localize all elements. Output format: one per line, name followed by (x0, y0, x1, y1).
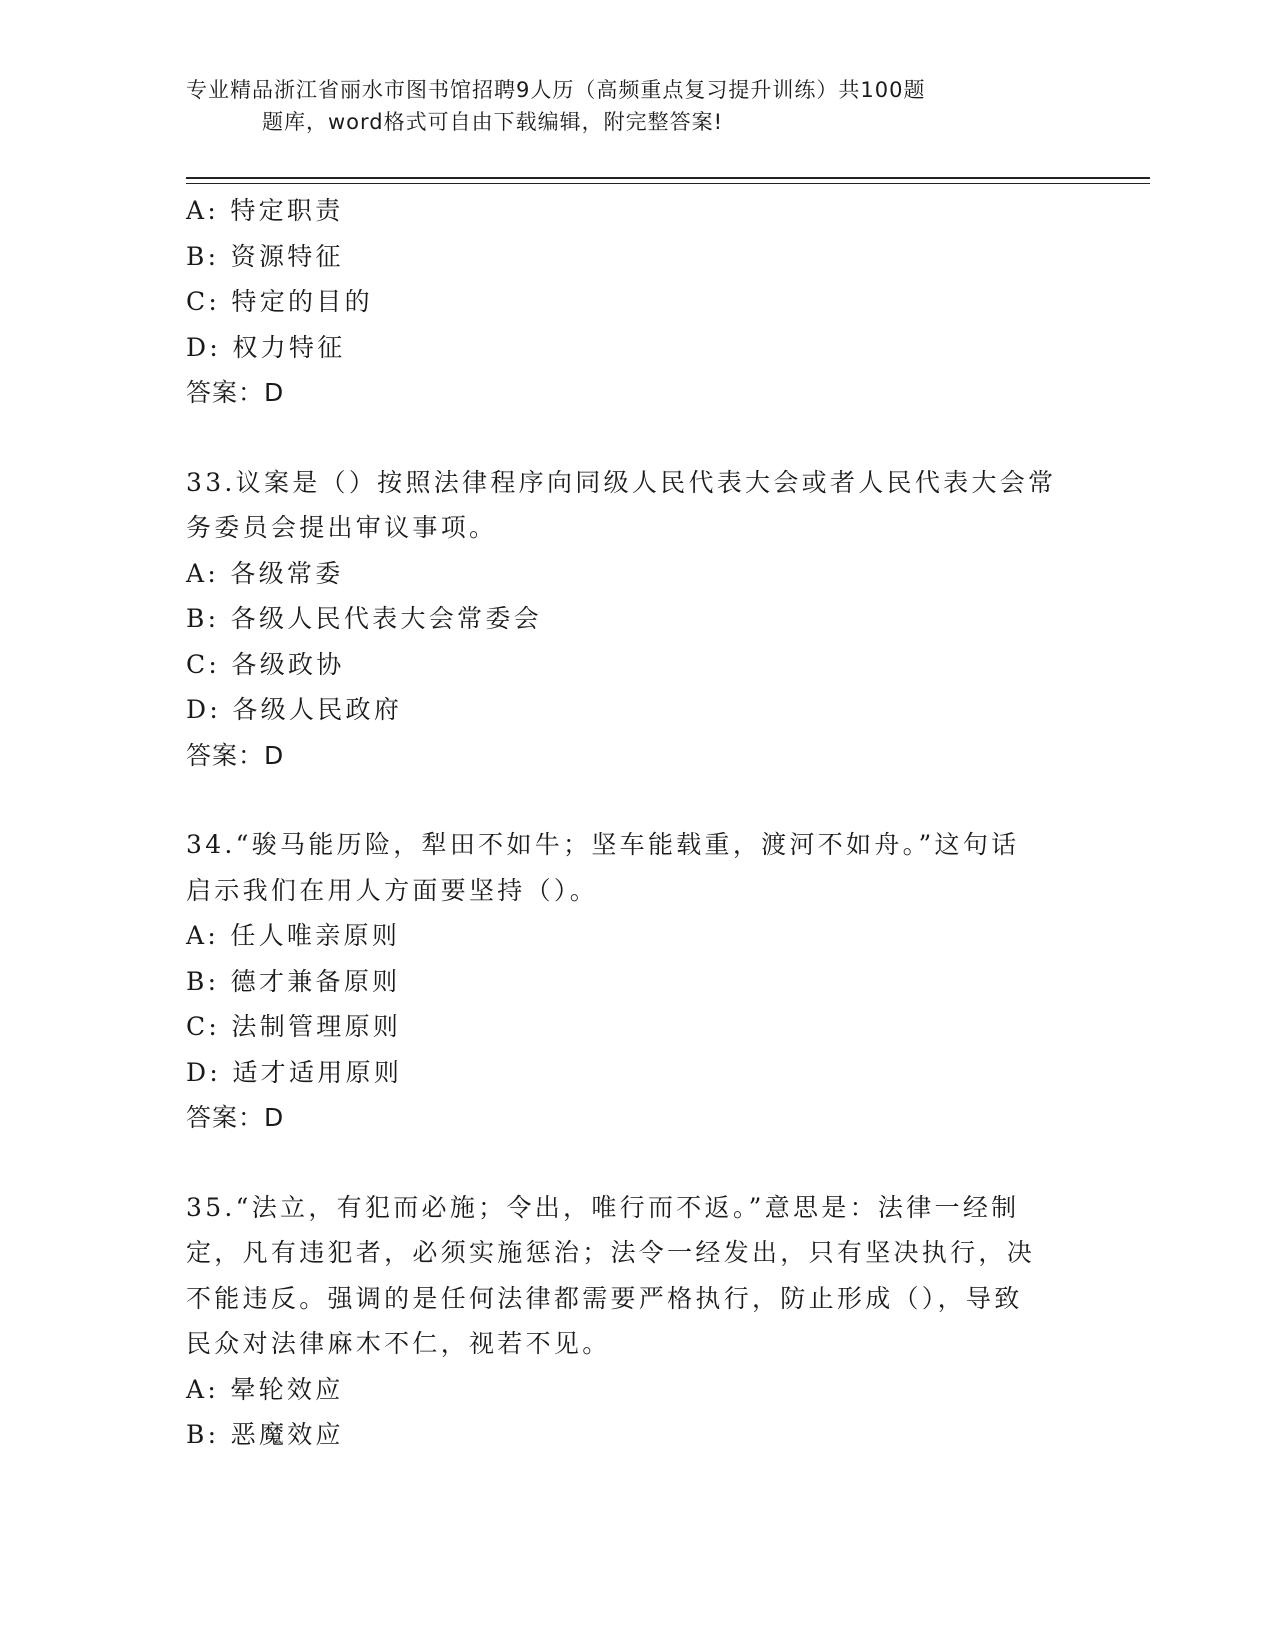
question-34 (186, 822, 1086, 1141)
answer-line: 答案：D (186, 378, 285, 407)
question-stem-line: 不能违反。强调的是任何法律都需要严格执行，防止形成（），导致 (186, 1283, 1023, 1313)
question-list (186, 188, 1086, 1458)
option-a: A: 任人唯亲原则 (186, 921, 401, 950)
option-b: B: 德才兼备原则 (186, 966, 401, 996)
option-d: D: 适才适用原则 (186, 1057, 403, 1087)
question-32 (186, 188, 1086, 416)
option-c: C: 法制管理原则 (186, 1012, 402, 1041)
answer-line: 答案：D (186, 740, 285, 770)
spacer (186, 1141, 1086, 1185)
header-rule-thin (186, 183, 1150, 184)
question-stem-line: 务委员会提出审议事项。 (186, 513, 498, 542)
question-35 (186, 1185, 1086, 1458)
answer-line: 答案：D (186, 1103, 285, 1132)
option-d: D: 各级人民政府 (186, 695, 403, 724)
option-b: B: 各级人民代表大会常委会 (186, 604, 542, 633)
spacer (186, 778, 1086, 822)
document-header (186, 74, 1046, 138)
question-stem-line: 35.“法立，有犯而必施；令出，唯行而不返。”意思是：法律一经制 (186, 1192, 1020, 1222)
header-title-line1: 专业精品浙江省丽水市图书馆招聘9人历（高频重点复习提升训练）共100题 (186, 78, 926, 102)
question-stem-line: 民众对法律麻木不仁，视若不见。 (186, 1329, 611, 1358)
option-b: B: 恶魔效应 (186, 1420, 344, 1449)
header-rule-thick (186, 177, 1150, 179)
option-b: B: 资源特征 (186, 241, 344, 271)
option-a: A: 特定职责 (186, 196, 344, 225)
question-33 (186, 460, 1086, 779)
option-d: D: 权力特征 (186, 332, 346, 362)
question-stem-line: 33.议案是（）按照法律程序向同级人民代表大会或者人民代表大会常 (186, 467, 1057, 497)
option-a: A: 晕轮效应 (186, 1374, 344, 1404)
option-c: C: 各级政协 (186, 649, 345, 679)
question-stem-line: 34.“骏马能历险，犁田不如牛；坚车能载重，渡河不如舟。”这句话 (186, 830, 1020, 859)
option-c: C: 特定的目的 (186, 287, 373, 316)
header-title-line2: 题库，word格式可自由下载编辑，附完整答案! (262, 110, 724, 134)
spacer (186, 416, 1086, 460)
question-stem-line: 定，凡有违犯者，必须实施惩治；法令一经发出，只有坚决执行，决 (186, 1238, 1036, 1267)
option-a: A: 各级常委 (186, 558, 344, 588)
question-stem-line: 启示我们在用人方面要坚持（）。 (186, 875, 599, 905)
